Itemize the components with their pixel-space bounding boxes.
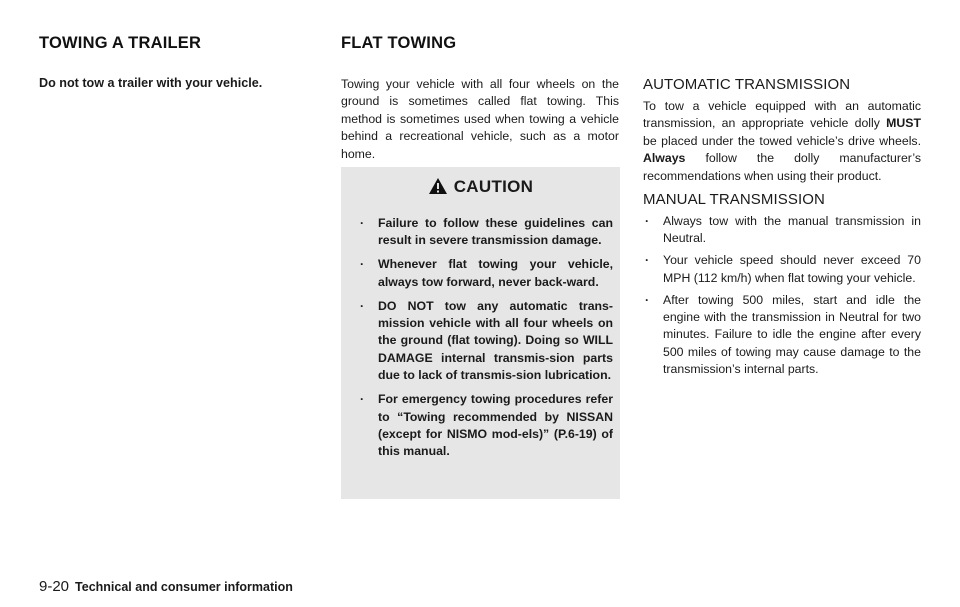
caution-item: . Whenever flat towing your vehicle, always tow forward, never back-ward.	[358, 256, 613, 291]
page-footer	[39, 578, 293, 595]
manual-item: . Always tow with the manual transmission in Neutral.	[643, 213, 921, 248]
automatic-transmission-heading: AUTOMATIC TRANSMISSION	[643, 76, 851, 93]
caution-label: CAUTION	[453, 177, 534, 196]
warning-icon	[428, 177, 448, 195]
auto-text-part: be placed under the towed vehicle’s drive wheels.	[643, 133, 921, 148]
manual-item: . Your vehicle speed should never exceed 70 MPH (112 km/h) when flat towing your vehicle.	[643, 252, 921, 287]
caution-item: . DO NOT tow any automatic trans-mission vehicle with all four wheels on the ground (flat towing). Doing so WILL DAMAGE internal transmis-sion parts due to lack of transmis-sion lubrication.	[358, 298, 613, 385]
caution-box	[341, 167, 620, 499]
page-number: 9-20	[39, 578, 70, 595]
always-emphasis: Always	[643, 151, 686, 166]
must-emphasis: MUST	[886, 116, 921, 131]
flat-towing-title: FLAT TOWING	[341, 34, 457, 52]
auto-text-part: follow the dolly manufacturer’s recommendations when using their product.	[643, 151, 921, 183]
footer-section-name: Technical and consumer information	[75, 580, 293, 594]
caution-list	[358, 215, 613, 467]
manual-transmission-list	[643, 213, 921, 379]
caution-heading	[341, 177, 620, 197]
caution-item: . For emergency towing procedures refer to “Towing recommended by NISSAN (except for NISMO mod-els)” (P.6-19) of this manual.	[358, 391, 613, 461]
flat-towing-intro: Towing your vehicle with all four wheels on the ground is sometimes called flat towing. This method is sometimes used when towing a vehicle behind a recreational vehicle, such as a motor home.	[341, 77, 619, 161]
automatic-transmission-text	[643, 98, 921, 185]
manual-transmission-heading: MANUAL TRANSMISSION	[643, 191, 825, 209]
towing-trailer-title: TOWING A TRAILER	[39, 34, 202, 52]
manual-item: . After towing 500 miles, start and idle the engine with the transmission in Neutral for two minutes. Failure to idle the engine after every 500 miles of towing may cause damage to the transmission’s internal parts.	[643, 292, 921, 379]
trailer-warning-text: Do not tow a trailer with your vehicle.	[39, 76, 263, 90]
right-column	[643, 76, 921, 383]
auto-text-part: To tow a vehicle equipped with an automatic transmission, an appropriate vehicle dolly	[643, 99, 921, 131]
caution-item: . Failure to follow these guidelines can result in severe transmission damage.	[358, 215, 613, 250]
